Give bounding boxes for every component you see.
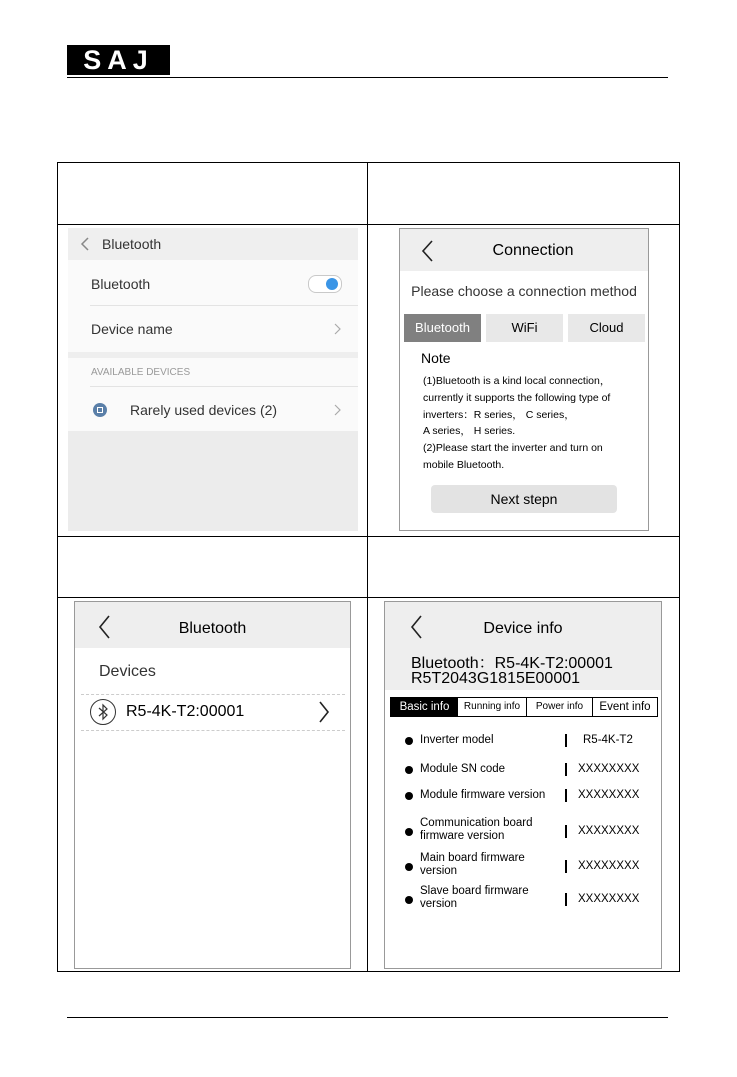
device-info-title: Device info <box>483 620 563 637</box>
tab-event-info[interactable]: Event info <box>599 701 651 713</box>
connection-screen <box>399 228 649 531</box>
info-row <box>385 789 661 805</box>
info-value: XXXXXXXX <box>578 825 640 837</box>
info-label: Module SN code <box>420 763 506 775</box>
bluetooth-row[interactable] <box>68 260 358 306</box>
chevron-right-icon <box>318 700 330 724</box>
bluetooth-devices-screen <box>74 601 351 969</box>
info-tabs <box>390 697 658 717</box>
back-icon[interactable] <box>80 236 90 252</box>
tab-running-info[interactable]: Running info <box>458 698 527 716</box>
note-line: (1)Bluetooth is a kind local connection， <box>423 375 611 387</box>
note-line: A series， H series. <box>423 425 516 438</box>
tab-basic-info[interactable]: Basic info <box>391 698 458 716</box>
note-line: mobile Bluetooth. <box>423 458 505 471</box>
info-row <box>385 734 661 750</box>
rarely-used-devices-label: Rarely used devices (2) <box>130 402 278 418</box>
header-rule <box>67 77 668 78</box>
serial-number-line: R5T2043G1815E00001 <box>411 670 581 687</box>
device-name-label: Device name <box>91 321 173 337</box>
device-name-row[interactable] <box>68 306 358 352</box>
settings-title-bar <box>68 228 358 260</box>
device-row[interactable] <box>75 695 350 729</box>
note-line: (2)Please start the inverter and turn on <box>423 442 603 455</box>
bluetooth-settings-screen <box>68 228 358 531</box>
info-row <box>385 817 661 845</box>
available-devices-header: AVAILABLE DEVICES <box>91 367 191 378</box>
footer-rule <box>67 1017 668 1018</box>
info-row <box>385 852 661 880</box>
connection-title: Connection <box>492 242 574 259</box>
connection-prompt: Please choose a connection method <box>411 283 637 299</box>
tab-power-info[interactable]: Power info <box>527 698 593 716</box>
note-line: currently it supports the following type of <box>423 391 611 404</box>
note-line: inverters：R series， C series， <box>423 408 575 421</box>
settings-title: Bluetooth <box>102 236 162 252</box>
device-name: R5-4K-T2:00001 <box>126 703 245 720</box>
note-text <box>423 373 610 474</box>
note-title: Note <box>421 350 451 366</box>
bluetooth-icon <box>90 699 116 725</box>
tab-bluetooth[interactable]: Bluetooth <box>404 314 481 342</box>
device-group-icon <box>93 403 107 417</box>
info-value: R5-4K-T2 <box>583 734 633 746</box>
info-value: XXXXXXXX <box>578 860 640 872</box>
devices-label: Devices <box>99 663 156 680</box>
info-row <box>385 763 661 779</box>
device-info-header <box>385 602 661 690</box>
info-label: Slave board firmware version <box>420 885 529 910</box>
connection-title-bar <box>400 229 648 271</box>
devices-title-bar <box>75 602 350 648</box>
chevron-right-icon <box>333 403 341 417</box>
info-row <box>385 885 661 913</box>
info-value: XXXXXXXX <box>578 789 640 801</box>
info-label: Communication board firmware version <box>420 817 533 842</box>
bluetooth-row-label: Bluetooth <box>91 276 151 292</box>
bluetooth-id-line: Bluetooth：R5-4K-T2:00001 <box>411 655 613 672</box>
info-value: XXXXXXXX <box>578 893 640 905</box>
saj-logo: SAJ <box>67 45 170 75</box>
device-info-screen <box>384 601 662 969</box>
chevron-right-icon <box>333 322 341 336</box>
next-step-button[interactable]: Next stepn <box>431 485 617 513</box>
info-label: Main board firmware version <box>420 852 525 877</box>
info-label: Module firmware version <box>420 789 546 801</box>
bluetooth-toggle[interactable] <box>308 275 342 293</box>
info-label: Inverter model <box>420 734 494 746</box>
rarely-used-devices-row[interactable] <box>68 387 358 431</box>
tab-wifi[interactable]: WiFi <box>486 314 563 342</box>
tab-cloud[interactable]: Cloud <box>568 314 645 342</box>
devices-title: Bluetooth <box>178 620 247 637</box>
info-value: XXXXXXXX <box>578 763 640 775</box>
